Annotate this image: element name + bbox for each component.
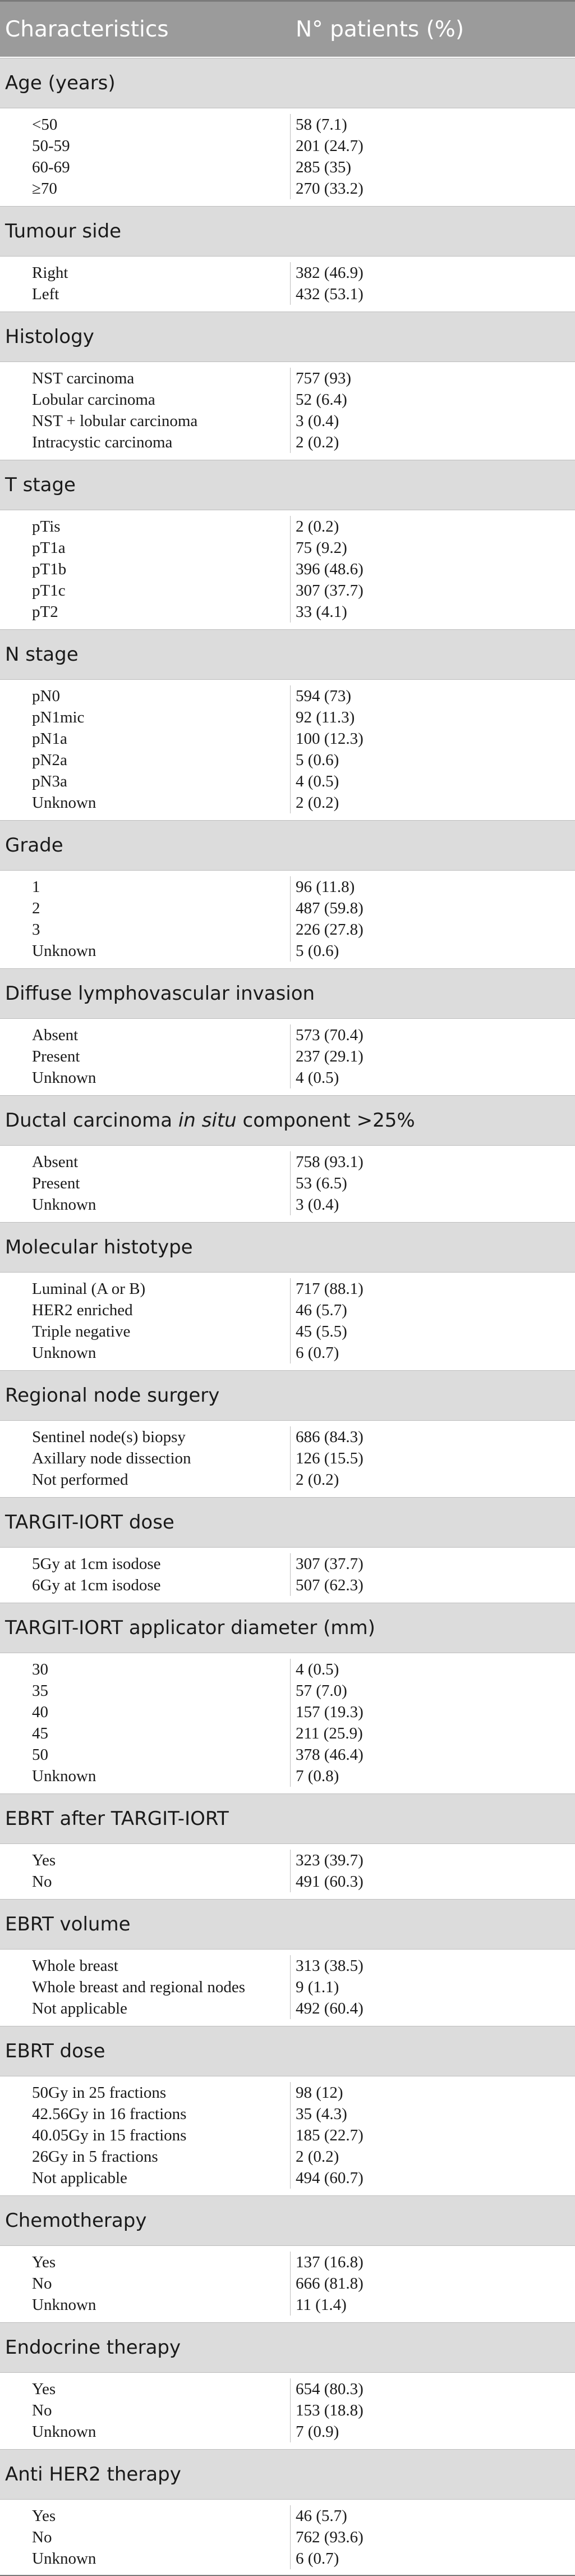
row-label: Present — [32, 1174, 80, 1192]
table-section — [0, 57, 575, 205]
row-label: Sentinel node(s) biopsy — [32, 1428, 186, 1446]
row-value: 4 (0.5) — [296, 1660, 339, 1678]
label-column — [0, 516, 291, 623]
value-column — [291, 114, 575, 199]
value-column — [291, 1151, 575, 1215]
section-heading: T stage — [0, 460, 575, 510]
value-column — [291, 1850, 575, 1892]
value-column — [291, 1278, 575, 1364]
row-value: 7 (0.9) — [296, 2423, 339, 2441]
section-heading: Chemotherapy — [0, 2195, 575, 2246]
section-rows — [0, 1653, 575, 1792]
row-value: 153 (18.8) — [296, 2401, 364, 2419]
row-value: 226 (27.8) — [296, 921, 364, 939]
row-label: pN3a — [32, 772, 67, 790]
row-label: Not applicable — [32, 2000, 127, 2017]
section-rows — [0, 2246, 575, 2321]
table-header — [0, 2, 575, 57]
row-label: Left — [32, 285, 59, 303]
row-value: 211 (25.9) — [296, 1724, 363, 1742]
row-value: 270 (33.2) — [296, 180, 364, 198]
row-value: 494 (60.7) — [296, 2169, 364, 2187]
label-column — [0, 1659, 291, 1787]
value-column — [291, 368, 575, 453]
value-column — [291, 262, 575, 305]
section-heading: Diffuse lymphovascular invasion — [0, 968, 575, 1019]
row-label: No — [32, 1873, 52, 1891]
row-label: Right — [32, 264, 68, 282]
label-column — [0, 1151, 291, 1215]
table-section — [0, 1496, 575, 1602]
label-column — [0, 1553, 291, 1596]
row-label: Whole breast and regional nodes — [32, 1978, 246, 1996]
section-rows — [0, 362, 575, 459]
section-rows — [0, 1421, 575, 1496]
row-value: 57 (7.0) — [296, 1682, 347, 1700]
row-value: 201 (24.7) — [296, 137, 364, 155]
section-heading: EBRT volume — [0, 1899, 575, 1950]
row-label: 5Gy at 1cm isodose — [32, 1555, 161, 1573]
row-label: Yes — [32, 2507, 56, 2525]
label-column — [0, 1955, 291, 2019]
row-label: 50 — [32, 1746, 48, 1764]
row-label: NST carcinoma — [32, 369, 135, 387]
row-label: Absent — [32, 1026, 79, 1044]
row-label: pT1b — [32, 560, 67, 578]
row-label: 42.56Gy in 16 fractions — [32, 2105, 187, 2123]
row-value: 3 (0.4) — [296, 412, 339, 430]
label-column — [0, 114, 291, 199]
row-label: HER2 enriched — [32, 1301, 133, 1319]
table-section — [0, 819, 575, 967]
section-rows — [0, 1273, 575, 1369]
row-label: No — [32, 2401, 52, 2419]
row-value: 5 (0.6) — [296, 942, 339, 960]
section-rows — [0, 108, 575, 205]
row-label: ≥70 — [32, 180, 57, 198]
section-heading: TARGIT-IORT applicator diameter (mm) — [0, 1603, 575, 1653]
row-value: 686 (84.3) — [296, 1428, 364, 1446]
table-section — [0, 2321, 575, 2448]
row-value: 2 (0.2) — [296, 433, 339, 451]
section-heading: Grade — [0, 820, 575, 871]
row-value: 492 (60.4) — [296, 2000, 364, 2017]
row-value: 6 (0.7) — [296, 1344, 339, 1362]
row-value: 487 (59.8) — [296, 899, 364, 917]
row-value: 7 (0.8) — [296, 1767, 339, 1785]
row-label: pN1a — [32, 730, 67, 748]
row-value: 594 (73) — [296, 687, 352, 705]
row-label: pT1a — [32, 539, 66, 557]
row-value: 313 (38.5) — [296, 1957, 364, 1975]
section-heading: Anti HER2 therapy — [0, 2449, 575, 2500]
row-value: 654 (80.3) — [296, 2380, 364, 2398]
section-rows — [0, 1019, 575, 1094]
table-section — [0, 2448, 575, 2575]
row-value: 2 (0.2) — [296, 794, 339, 812]
row-label: Unknown — [32, 1344, 96, 1362]
row-value: 2 (0.2) — [296, 2148, 339, 2166]
row-label: Triple negative — [32, 1323, 131, 1340]
label-column — [0, 368, 291, 453]
section-heading: EBRT dose — [0, 2026, 575, 2076]
table-section — [0, 1094, 575, 1221]
row-value: 45 (5.5) — [296, 1323, 347, 1340]
row-value: 2 (0.2) — [296, 518, 339, 536]
row-label: Not performed — [32, 1471, 128, 1489]
row-value: 4 (0.5) — [296, 1069, 339, 1087]
row-label: Intracystic carcinoma — [32, 433, 173, 451]
row-label: 40.05Gy in 15 fractions — [32, 2126, 187, 2144]
row-label: Yes — [32, 1851, 56, 1869]
section-heading: Molecular histotype — [0, 1222, 575, 1273]
row-value: 53 (6.5) — [296, 1174, 347, 1192]
row-value: 762 (93.6) — [296, 2528, 364, 2546]
row-label: Unknown — [32, 2550, 96, 2568]
value-column — [291, 1024, 575, 1088]
row-label: 45 — [32, 1724, 48, 1742]
row-label: 2 — [32, 899, 40, 917]
row-value: 126 (15.5) — [296, 1449, 364, 1467]
section-rows — [0, 1950, 575, 2025]
table-section — [0, 1792, 575, 1898]
section-rows — [0, 2500, 575, 2575]
value-column — [291, 1659, 575, 1787]
row-value: 46 (5.7) — [296, 1301, 347, 1319]
section-rows — [0, 1146, 575, 1221]
section-heading: EBRT after TARGIT-IORT — [0, 1793, 575, 1844]
row-label: 1 — [32, 878, 40, 896]
row-value: 52 (6.4) — [296, 391, 347, 409]
value-column — [291, 2252, 575, 2316]
row-value: 100 (12.3) — [296, 730, 364, 748]
label-column — [0, 262, 291, 305]
section-heading: Tumour side — [0, 206, 575, 257]
row-label: No — [32, 2528, 52, 2546]
row-label: Yes — [32, 2380, 56, 2398]
table-section — [0, 1898, 575, 2025]
row-value: 307 (37.7) — [296, 1555, 364, 1573]
row-label: Unknown — [32, 1196, 96, 1214]
row-label: pN1mic — [32, 708, 85, 726]
table-section — [0, 2194, 575, 2321]
row-label: Absent — [32, 1153, 79, 1171]
row-label: 50Gy in 25 fractions — [32, 2084, 167, 2102]
row-label: Unknown — [32, 2296, 96, 2314]
row-value: 758 (93.1) — [296, 1153, 364, 1171]
section-heading — [0, 1095, 575, 1146]
value-column — [291, 1426, 575, 1490]
row-label: Luminal (A or B) — [32, 1280, 146, 1298]
row-value: 11 (1.4) — [296, 2296, 347, 2314]
row-label: No — [32, 2275, 52, 2293]
table-section — [0, 1369, 575, 1496]
row-label: Present — [32, 1047, 80, 1065]
table-section — [0, 459, 575, 628]
row-label: 30 — [32, 1660, 48, 1678]
section-rows — [0, 2373, 575, 2448]
row-label: Whole breast — [32, 1957, 118, 1975]
row-label: 40 — [32, 1703, 48, 1721]
section-rows — [0, 871, 575, 967]
section-rows — [0, 510, 575, 628]
table-section — [0, 628, 575, 819]
label-column — [0, 2082, 291, 2189]
row-label: Axillary node dissection — [32, 1449, 191, 1467]
value-column — [291, 2378, 575, 2442]
section-heading-text: component >25% — [236, 1109, 415, 1132]
row-label: 3 — [32, 921, 40, 939]
row-label: 6Gy at 1cm isodose — [32, 1576, 161, 1594]
row-value: 666 (81.8) — [296, 2275, 364, 2293]
section-heading: Endocrine therapy — [0, 2322, 575, 2373]
section-heading-italic: in situ — [178, 1109, 237, 1132]
row-label: <50 — [32, 116, 58, 134]
row-label: 35 — [32, 1682, 48, 1700]
header-patients: N° patients (%) — [296, 16, 464, 42]
row-label: Unknown — [32, 2423, 96, 2441]
row-label: Unknown — [32, 1069, 96, 1087]
row-label: Unknown — [32, 942, 96, 960]
label-column — [0, 1024, 291, 1088]
row-value: 9 (1.1) — [296, 1978, 339, 1996]
row-value: 323 (39.7) — [296, 1851, 364, 1869]
label-column — [0, 1850, 291, 1892]
row-value: 237 (29.1) — [296, 1047, 364, 1065]
row-value: 96 (11.8) — [296, 878, 355, 896]
row-value: 307 (37.7) — [296, 582, 364, 600]
row-label: pN2a — [32, 751, 67, 769]
row-label: Unknown — [32, 1767, 96, 1785]
row-value: 285 (35) — [296, 158, 352, 176]
table-section — [0, 2025, 575, 2194]
row-label: NST + lobular carcinoma — [32, 412, 198, 430]
row-label: pTis — [32, 518, 61, 536]
table-section — [0, 1221, 575, 1369]
row-value: 157 (19.3) — [296, 1703, 364, 1721]
row-value: 2 (0.2) — [296, 1471, 339, 1489]
table-section — [0, 967, 575, 1094]
section-rows — [0, 680, 575, 819]
row-value: 35 (4.3) — [296, 2105, 347, 2123]
label-column — [0, 2505, 291, 2569]
value-column — [291, 516, 575, 623]
row-label: pN0 — [32, 687, 60, 705]
row-label: Yes — [32, 2253, 56, 2271]
row-value: 98 (12) — [296, 2084, 343, 2102]
value-column — [291, 1955, 575, 2019]
row-value: 491 (60.3) — [296, 1873, 364, 1891]
row-label: Unknown — [32, 794, 96, 812]
row-value: 396 (48.6) — [296, 560, 364, 578]
value-column — [291, 685, 575, 813]
label-column — [0, 2252, 291, 2316]
section-heading: Histology — [0, 312, 575, 362]
row-value: 33 (4.1) — [296, 603, 347, 621]
value-column — [291, 1553, 575, 1596]
row-value: 5 (0.6) — [296, 751, 339, 769]
row-value: 573 (70.4) — [296, 1026, 364, 1044]
row-label: pT1c — [32, 582, 66, 600]
section-heading: N stage — [0, 629, 575, 680]
section-heading: Age (years) — [0, 58, 575, 108]
row-value: 4 (0.5) — [296, 772, 339, 790]
row-value: 3 (0.4) — [296, 1196, 339, 1214]
header-characteristics: Characteristics — [5, 16, 169, 42]
table-section — [0, 310, 575, 459]
section-heading-text: Ductal carcinoma — [5, 1109, 178, 1132]
row-value: 92 (11.3) — [296, 708, 355, 726]
section-rows — [0, 2076, 575, 2194]
section-rows — [0, 1548, 575, 1602]
row-label: 60-69 — [32, 158, 70, 176]
row-value: 717 (88.1) — [296, 1280, 364, 1298]
row-value: 58 (7.1) — [296, 116, 347, 134]
row-value: 6 (0.7) — [296, 2550, 339, 2568]
table-section — [0, 1602, 575, 1792]
row-label: Lobular carcinoma — [32, 391, 155, 409]
row-label: 26Gy in 5 fractions — [32, 2148, 158, 2166]
row-label: pT2 — [32, 603, 58, 621]
row-value: 382 (46.9) — [296, 264, 364, 282]
row-label: Not applicable — [32, 2169, 127, 2187]
row-value: 507 (62.3) — [296, 1576, 364, 1594]
table-body — [0, 57, 575, 2575]
label-column — [0, 685, 291, 813]
section-heading: Regional node surgery — [0, 1370, 575, 1421]
table-section — [0, 205, 575, 310]
label-column — [0, 876, 291, 962]
row-value: 432 (53.1) — [296, 285, 364, 303]
value-column — [291, 2505, 575, 2569]
section-rows — [0, 257, 575, 310]
row-value: 757 (93) — [296, 369, 352, 387]
value-column — [291, 2082, 575, 2189]
row-value: 185 (22.7) — [296, 2126, 364, 2144]
row-label: 50-59 — [32, 137, 70, 155]
section-rows — [0, 1844, 575, 1898]
label-column — [0, 2378, 291, 2442]
row-value: 46 (5.7) — [296, 2507, 347, 2525]
row-value: 75 (9.2) — [296, 539, 347, 557]
label-column — [0, 1426, 291, 1490]
row-value: 378 (46.4) — [296, 1746, 364, 1764]
value-column — [291, 876, 575, 962]
section-heading: TARGIT-IORT dose — [0, 1497, 575, 1548]
label-column — [0, 1278, 291, 1364]
row-value: 137 (16.8) — [296, 2253, 364, 2271]
